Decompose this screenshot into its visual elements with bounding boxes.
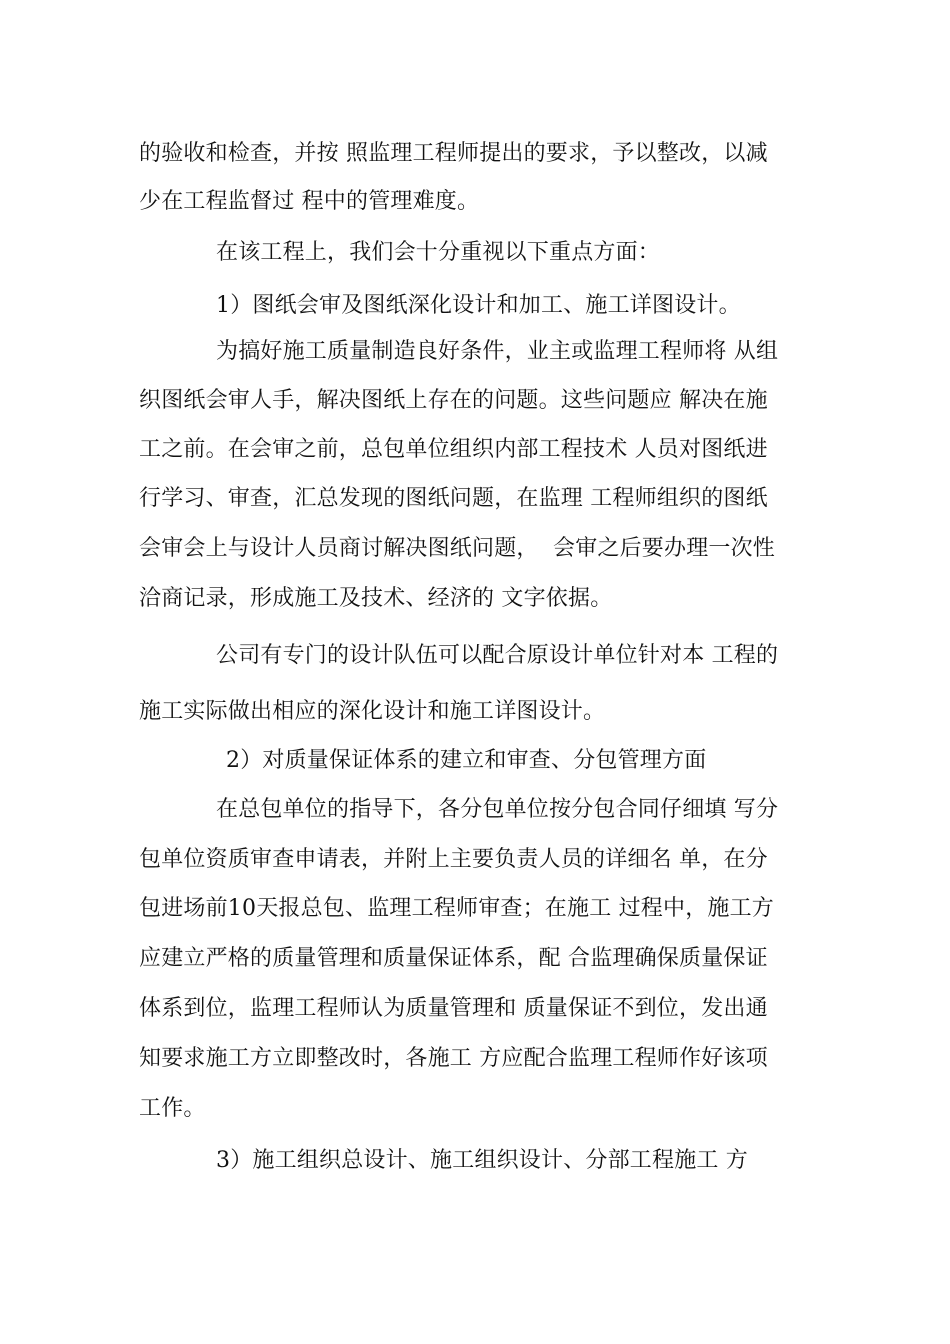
text-line: 应建立严格的质量管理和质量保证体系，配 合监理确保质量保证 <box>139 946 768 971</box>
text-line: 包单位资质审查申请表，并附上主要负责人员的详细名 单，在分 <box>139 847 768 872</box>
text-line: 为搞好施工质量制造良好条件，业主或监理工程师将 从组 <box>216 339 779 364</box>
text-line: 的验收和检查，并按 照监理工程师提出的要求，予以整改，以减 <box>139 141 768 166</box>
text-line: 2）对质量保证体系的建立和审查、分包管理方面 <box>226 748 707 773</box>
text-line: 公司有专门的设计队伍可以配合原设计单位针对本 工程的 <box>216 643 779 668</box>
text-line: 工作。 <box>139 1096 206 1121</box>
text-line: 3）施工组织总设计、施工组织设计、分部工程施工 方 <box>216 1148 748 1173</box>
text-line: 体系到位，监理工程师认为质量管理和 质量保证不到位，发出通 <box>139 996 768 1021</box>
text-line: 施工实际做出相应的深化设计和施工详图设计。 <box>139 699 606 724</box>
text-line: 在总包单位的指导下，各分包单位按分包合同仔细填 写分 <box>216 797 779 822</box>
text-line: 洽商记录，形成施工及技术、经济的 文字依据。 <box>139 586 613 611</box>
text-line: 知要求施工方立即整改时，各施工 方应配合监理工程师作好该项 <box>139 1046 768 1071</box>
text-line: 会审会上与设计人员商讨解决图纸问题， 会审之后要办理一次性 <box>139 536 775 561</box>
text-line: 在该工程上，我们会十分重视以下重点方面： <box>216 240 661 265</box>
text-line: 工之前。在会审之前，总包单位组织内部工程技术 人员对图纸进 <box>139 437 768 462</box>
text-line: 织图纸会审人手，解决图纸上存在的问题。这些问题应 解决在施 <box>139 388 768 413</box>
text-line: 行学习、审查，汇总发现的图纸问题，在监理 工程师组织的图纸 <box>139 486 768 511</box>
text-line: 1）图纸会审及图纸深化设计和加工、施工详图设计。 <box>216 293 741 318</box>
text-line: 包进场前10天报总包、监理工程师审查；在施工 过程中，施工方 <box>139 896 774 921</box>
text-line: 少在工程监督过 程中的管理难度。 <box>139 189 480 214</box>
